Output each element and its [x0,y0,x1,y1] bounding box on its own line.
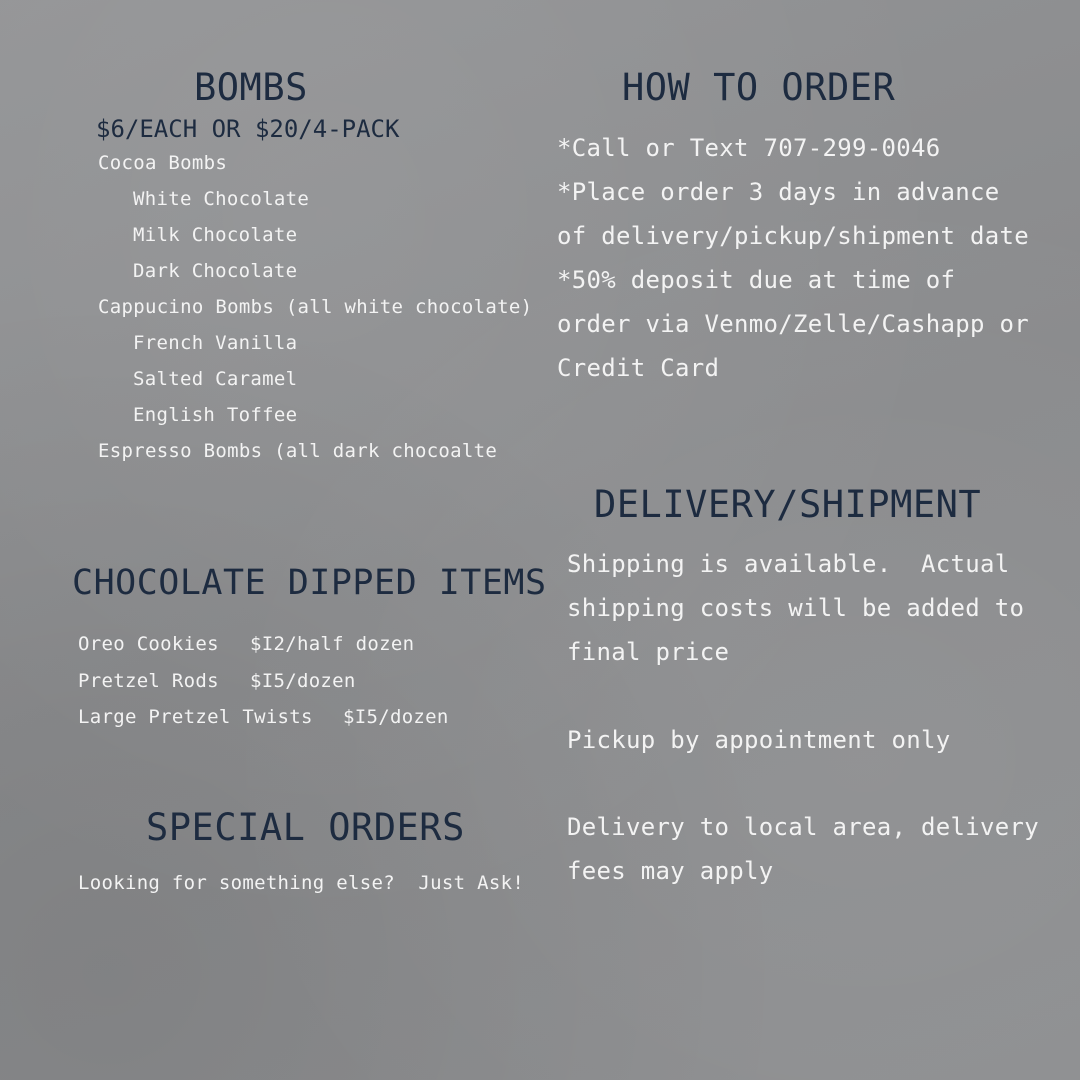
bombs-line: Cocoa Bombs [98,152,228,174]
special-orders-title: SPECIAL ORDERS [146,806,465,849]
bombs-line: Dark Chocolate [133,260,298,282]
bombs-line: Espresso Bombs (all dark chocoalte [98,440,498,462]
order-line: Credit Card [557,354,720,382]
bombs-title: BOMBS [194,66,308,109]
how-to-order-title: HOW TO ORDER [622,66,896,109]
dipped-item-name: Large Pretzel Twists [78,706,313,728]
order-line: *50% deposit due at time of [557,266,956,294]
dipped-item-price: $I5/dozen [343,706,449,728]
delivery-line: fees may apply [567,857,774,885]
delivery-line: final price [567,638,730,666]
delivery-line: Shipping is available. Actual [567,550,1010,578]
delivery-line: Pickup by appointment only [567,726,951,754]
delivery-line: Delivery to local area, delivery [567,813,1039,841]
bombs-line: English Toffee [133,404,298,426]
dipped-item-price: $I2/half dozen [250,633,415,655]
dipped-item-name: Pretzel Rods [78,670,219,692]
dipped-title: CHOCOLATE DIPPED ITEMS [72,563,547,603]
order-line: of delivery/pickup/shipment date [557,222,1029,250]
bombs-line: Cappucino Bombs (all white chocolate) [98,296,533,318]
order-line: *Call or Text 707-299-0046 [557,134,941,162]
bombs-price: $6/EACH OR $20/4-PACK [96,115,400,143]
bombs-line: French Vanilla [133,332,298,354]
bombs-line: Salted Caramel [133,368,298,390]
delivery-line: shipping costs will be added to [567,594,1025,622]
order-line: order via Venmo/Zelle/Cashapp or [557,310,1029,338]
bombs-line: Milk Chocolate [133,224,298,246]
dipped-item-name: Oreo Cookies [78,633,219,655]
special-orders-text: Looking for something else? Just Ask! [78,872,525,894]
dipped-item-price: $I5/dozen [250,670,356,692]
delivery-title: DELIVERY/SHIPMENT [594,483,982,526]
order-line: *Place order 3 days in advance [557,178,1000,206]
bombs-line: White Chocolate [133,188,310,210]
